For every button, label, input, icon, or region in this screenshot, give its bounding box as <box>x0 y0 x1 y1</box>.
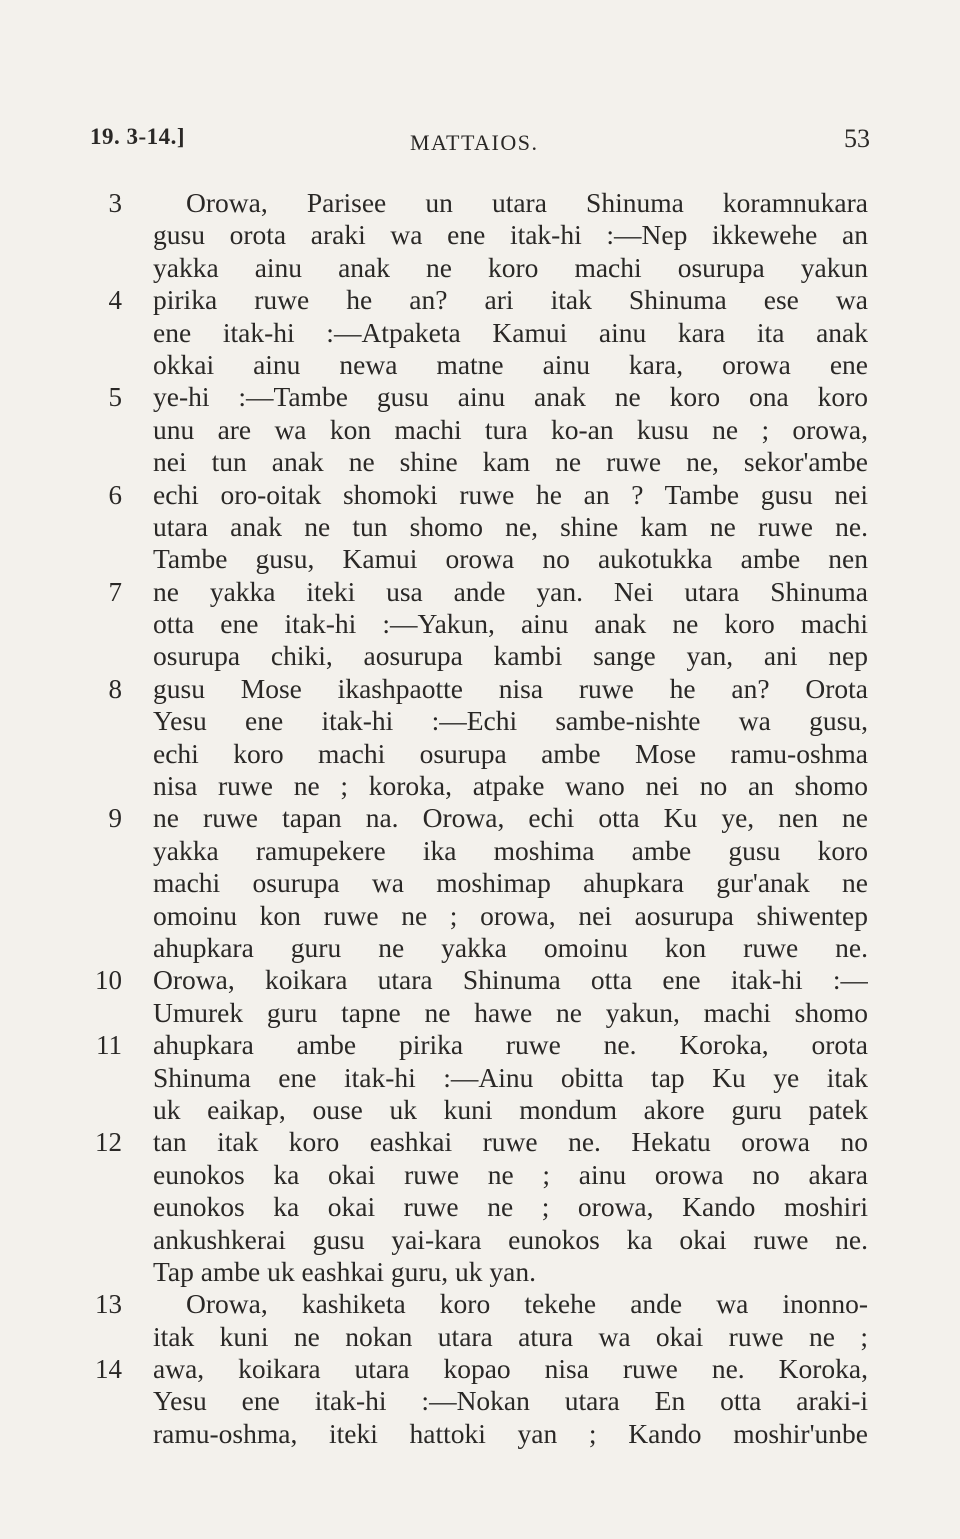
line-text: eunokos ka okai ruwe ne ; ainu orowa no akara <box>153 1158 868 1190</box>
line-text: omoinu kon ruwe ne ; orowa, nei aosurupa shiwentep <box>153 899 868 931</box>
line-text: Umurek guru tapne ne hawe ne yakun, machi shomo <box>153 996 868 1028</box>
text-line <box>0 673 960 705</box>
text-line <box>0 349 960 381</box>
text-line <box>0 317 960 349</box>
verse-number: 11 <box>96 1030 122 1061</box>
line-text: okkai ainu newa matne ainu kara, orowa ene <box>153 348 868 380</box>
running-header <box>90 120 870 160</box>
chapter-verse-reference: 19. 3-14.] <box>90 124 186 149</box>
line-text: osurupa chiki, aosurupa kambi sange yan, ani nep <box>153 640 868 672</box>
line-text: echi oro-oitak shomoki ruwe he an ? Tambe gusu nei <box>153 478 868 510</box>
verse-number: 13 <box>95 1289 122 1320</box>
line-text: Yesu ene itak-hi :—Nokan utara En otta araki-i <box>153 1385 868 1417</box>
text-line <box>0 1385 960 1417</box>
line-text: awa, koikara utara kopao nisa ruwe ne. Koroka, <box>153 1353 868 1385</box>
text-line <box>0 770 960 802</box>
line-text: yakka ramupekere ika moshima ambe gusu koro <box>153 834 868 866</box>
text-line <box>0 1224 960 1256</box>
line-text: echi koro machi osurupa ambe Mose ramu-oshma <box>153 737 868 769</box>
line-text: itak kuni ne nokan utara atura wa okai ruwe ne ; <box>153 1320 868 1352</box>
text-line <box>0 576 960 608</box>
line-text: ramu-oshma, iteki hattoki yan ; Kando moshir'unbe <box>153 1417 868 1449</box>
line-text: ahupkara guru ne yakka omoinu kon ruwe ne. <box>153 931 868 963</box>
text-line <box>0 1288 960 1320</box>
text-line <box>0 1094 960 1126</box>
page-number: 53 <box>844 124 870 153</box>
text-line <box>0 284 960 316</box>
verse-number: 10 <box>95 965 122 996</box>
line-text: ne yakka iteki usa ande yan. Nei utara Shinuma <box>153 575 868 607</box>
text-line <box>0 932 960 964</box>
text-line <box>0 1256 960 1288</box>
line-text: ene itak-hi :—Atpaketa Kamui ainu kara ita anak <box>153 316 868 348</box>
verse-number: 7 <box>108 576 122 607</box>
text-line <box>0 835 960 867</box>
text-line <box>0 1029 960 1061</box>
text-line <box>0 1321 960 1353</box>
line-text: nei tun anak ne shine kam ne ruwe ne, sekor'ambe <box>153 446 868 478</box>
line-text: machi osurupa wa moshimap ahupkara gur'anak ne <box>153 867 868 899</box>
text-line <box>0 381 960 413</box>
verse-number: 4 <box>108 285 122 316</box>
text-line <box>0 867 960 899</box>
text-body <box>0 187 960 1450</box>
line-text: Tap ambe uk eashkai guru, uk yan. <box>153 1255 536 1287</box>
line-text: otta ene itak-hi :—Yakun, ainu anak ne koro machi <box>153 608 868 640</box>
verse-number: 3 <box>108 188 122 218</box>
line-text: gusu Mose ikashpaotte nisa ruwe he an? Orota <box>153 672 868 704</box>
line-text: Orowa, koikara utara Shinuma otta ene itak-hi :— <box>153 964 868 996</box>
text-line <box>0 738 960 770</box>
line-text: nisa ruwe ne ; koroka, atpake wano nei no an shomo <box>153 770 868 802</box>
text-line <box>0 802 960 834</box>
text-line <box>0 414 960 446</box>
text-line <box>0 1418 960 1450</box>
verse-number: 12 <box>95 1127 122 1158</box>
verse-number: 9 <box>108 803 122 834</box>
text-line <box>0 543 960 575</box>
line-text: eunokos ka okai ruwe ne ; orowa, Kando moshiri <box>153 1191 868 1223</box>
verse-number: 8 <box>108 673 122 704</box>
line-text: tan itak koro eashkai ruwe ne. Hekatu orowa no <box>153 1126 868 1158</box>
line-text: Orowa, kashiketa koro tekehe ande wa inonno- <box>186 1288 868 1320</box>
text-line <box>0 1126 960 1158</box>
text-line <box>0 219 960 251</box>
line-text: ne ruwe tapan na. Orowa, echi otta Ku ye, nen ne <box>153 802 868 834</box>
verse-number: 14 <box>95 1354 122 1385</box>
text-line <box>0 446 960 478</box>
line-text: utara anak ne tun shomo ne, shine kam ne ruwe ne. <box>153 510 868 542</box>
line-text: Orowa, Parisee un utara Shinuma koramnukara <box>186 187 868 218</box>
line-text: ye-hi :—Tambe gusu ainu anak ne koro ona koro <box>153 381 868 413</box>
line-text: pirika ruwe he an? ari itak Shinuma ese wa <box>153 284 868 316</box>
text-line <box>0 640 960 672</box>
running-title: MATTAIOS. <box>410 130 539 155</box>
text-line <box>0 511 960 543</box>
line-text: Shinuma ene itak-hi :—Ainu obitta tap Ku ye itak <box>153 1061 868 1093</box>
verse-number: 5 <box>108 382 122 413</box>
text-line <box>0 900 960 932</box>
text-line <box>0 252 960 284</box>
text-line <box>0 1191 960 1223</box>
line-text: gusu orota araki wa ene itak-hi :—Nep ikkewehe an <box>153 219 868 251</box>
verse-number: 6 <box>108 479 122 510</box>
text-line <box>0 608 960 640</box>
line-text: uk eaikap, ouse uk kuni mondum akore guru patek <box>153 1093 868 1125</box>
text-line <box>0 705 960 737</box>
text-line <box>0 1353 960 1385</box>
text-line <box>0 997 960 1029</box>
text-line <box>0 1159 960 1191</box>
text-line <box>0 1062 960 1094</box>
text-line <box>0 187 960 219</box>
text-line <box>0 964 960 996</box>
line-text: ankushkerai gusu yai-kara eunokos ka okai ruwe ne. <box>153 1223 868 1255</box>
line-text: Tambe gusu, Kamui orowa no aukotukka ambe nen <box>153 543 868 575</box>
line-text: Yesu ene itak-hi :—Echi sambe-nishte wa gusu, <box>153 705 868 737</box>
line-text: ahupkara ambe pirika ruwe ne. Koroka, orota <box>153 1029 868 1061</box>
line-text: unu are wa kon machi tura ko-an kusu ne ; orowa, <box>153 413 868 445</box>
line-text: yakka ainu anak ne koro machi osurupa yakun <box>153 251 868 283</box>
text-line <box>0 479 960 511</box>
